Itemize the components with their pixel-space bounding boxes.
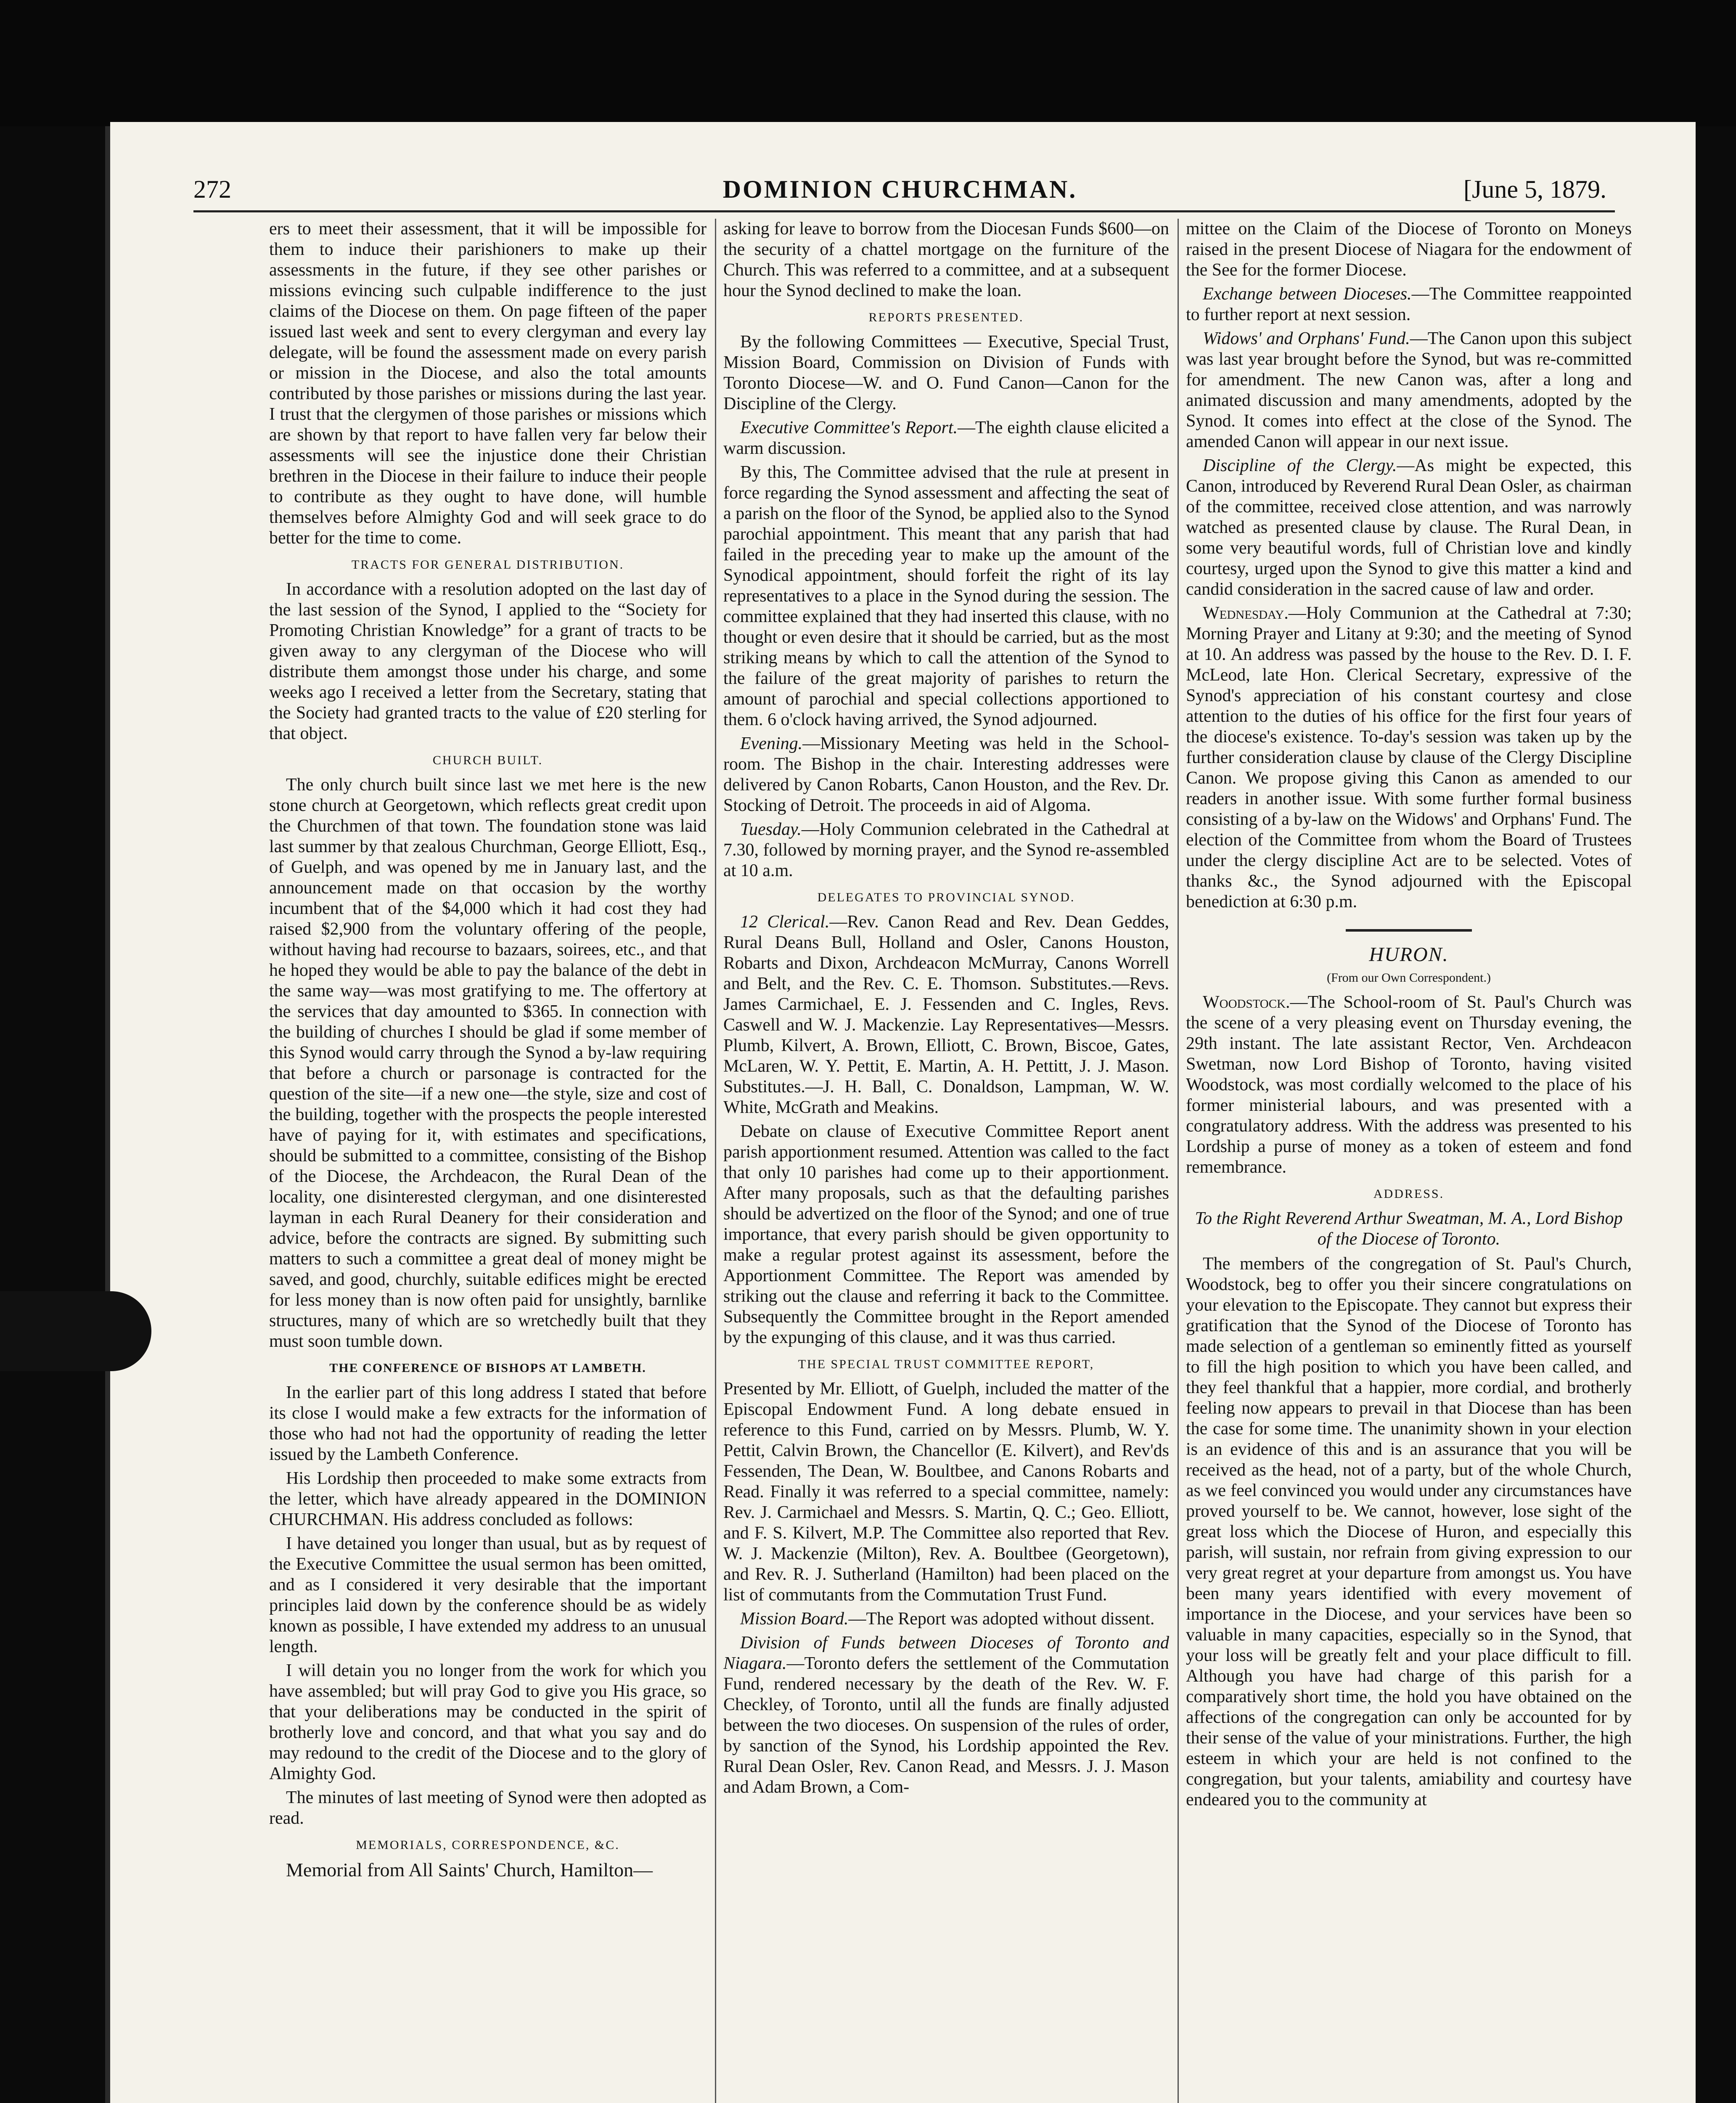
paragraph	[1186, 328, 1632, 452]
section-heading: THE CONFERENCE OF BISHOPS AT LAMBETH.	[329, 1361, 646, 1375]
paragraph	[723, 734, 1169, 816]
section-heading: THE SPECIAL TRUST COMMITTEE REPORT,	[798, 1357, 1095, 1371]
paragraph-text: —Holy Communion at the Cathedral at 7:30; Morning Prayer and Litany at 9:30; and the meeting of Synod at 10. An address was passed by the house to the Rev. D. I. F. McLeod, late Hon. Clerical Secretary, expressive of the Synod's appreciation of his constant courtesy and close attention to the duties of his office for the first four years of the diocese's existence. To-day's session was taken up by the further consideration clause by clause of the Clergy Discipline Canon. We propose giving this Canon as amended to our readers in another issue. With some further formal business consisting of a by-law on the Widows' and Orphans' Fund. The election of the Committee from whom the Board of Trustees under the clergy discipline Act are to be selected. Votes of thanks &c., the Synod adjourned with the Episcopal benediction at 6:30 p.m.	[1186, 604, 1632, 911]
paragraph-text: —The School-room of St. Paul's Church was the scene of a very pleasing event on Thursday evening, the 29th instant. The late assistant Rector, Ven. Archdeacon Swetman, now Lord Bishop of Toronto, having visited Woodstock, was most cordially welcomed to the place of his former ministerial labours, and was presented with a congratulatory address. With the address was presented to his Lordship a purse of money as a token of esteem and fond remembrance.	[1186, 993, 1632, 1177]
paragraph-text: —Rev. Canon Read and Rev. Dean Geddes, Rural Deans Bull, Holland and Osler, Canons Houston, Robarts and Dixon, Archdeacon McMurray, Canons Worrell and Belt, and the Rev. C. E. Thomson. Substitutes.—Revs. James Carmichael, E. J. Fessenden and C. Ingles, Revs. Caswell and W. J. Mackenzie. Lay Representatives—Messrs. Plumb, Kilvert, A. Brown, Elliott, C. Brown, Biscoe, Gates, McLaren, W. Y. Pettit, E. Martin, A. H. Pettitt, J. J. Mason. Substitutes.—J. H. Ball, C. Donaldson, Lampman, W. W. White, McGrath and Meakins.	[723, 912, 1169, 1117]
run-in-heading: Mission Board.	[740, 1609, 849, 1629]
paragraph: The minutes of last meeting of Synod were then adopted as read.	[269, 1788, 707, 1828]
run-in-heading: 12 Clerical.	[740, 912, 830, 932]
scanner-thumb-shadow	[0, 1291, 151, 1371]
scan-background-top	[0, 0, 1736, 126]
section-heading: ADDRESS.	[1373, 1187, 1445, 1201]
section-divider	[1346, 929, 1472, 932]
paragraph: I have detained you longer than usual, but as by request of the Executive Committee the usual sermon has been omitted, and as I considered it very desirable that the important principles laid down by the conference should be as widely known as possible, I have extended my address to an unusual length.	[269, 1534, 707, 1656]
page-header	[193, 168, 1606, 210]
section-title: HURON.	[1369, 943, 1449, 966]
section-heading: MEMORIALS, CORRESPONDENCE, &C.	[356, 1838, 620, 1852]
run-in-heading: Woodstock.	[1203, 993, 1290, 1012]
run-in-heading: Executive Committee's Report.	[740, 418, 958, 437]
column-divider-1	[715, 219, 716, 2103]
paragraph	[1186, 456, 1632, 600]
paragraph-text: —The Report was adopted without dissent.	[848, 1609, 1155, 1629]
column-3	[1186, 219, 1632, 2103]
paragraph	[723, 912, 1169, 1118]
paragraph	[723, 1633, 1169, 1798]
paragraph: Memorial from All Saints' Church, Hamilton—	[286, 1859, 653, 1881]
run-in-heading: Tuesday.	[740, 820, 802, 839]
page-number: 272	[193, 175, 231, 203]
paragraph-text: —As might be expected, this Canon, introduced by Reverend Rural Dean Osler, as chairman of the committee, received close attention, and was narrowly watched as presented clause by clause. The Rural Dean, in some very beautiful words, full of Christian love and kindly courtesy, urged upon the Synod to give this matter a kind and candid consideration in the sacred cause of law and order.	[1186, 456, 1632, 599]
column-2	[723, 219, 1169, 2103]
section-heading: DELEGATES TO PROVINCIAL SYNOD.	[817, 890, 1075, 904]
paragraph: In accordance with a resolution adopted on the last day of the last session of the Synod, I applied to the “Society for Promoting Christian Knowledge” for a grant of tracts to be given away to any clergyman of the Diocese who will distribute them amongst those under his charge, and some weeks ago I received a letter from the Secretary, stating that the Society had granted tracts to the value of £20 sterling for that object.	[269, 580, 707, 743]
paragraph-text: —The eighth clause elicited a warm discussion.	[723, 418, 1169, 458]
correspondent-note: (From our Own Correspondent.)	[1327, 971, 1491, 985]
run-in-heading: Evening.	[740, 734, 803, 753]
paragraph: By this, The Committee advised that the rule at present in force regarding the Synod assessment and affecting the seat of a parish on the floor of the Synod, be applied also to the Synod parochial appointment. This meant that any parish that had failed in the preceding year to make up the amount of the Synodical appointment, should forfeit the right of its lay representatives to a place in the Synod during the session. The committee explained that they had inserted this clause, with no thought or even desire that it should be carried, but as the most striking means by which to call the attention of the Synod to the failure of the great majority of parishes to return the amount of parochial and special collections apportioned to them. 6 o'clock having arrived, the Synod adjourned.	[723, 463, 1169, 729]
paragraph	[1186, 992, 1632, 1178]
paragraph	[1186, 284, 1632, 325]
run-in-heading: Discipline of the Clergy.	[1203, 456, 1397, 475]
paragraph-text: —Holy Communion celebrated in the Cathedral at 7.30, followed by morning prayer, and the Synod re-assembled at 10 a.m.	[723, 820, 1169, 880]
section-heading: CHURCH BUILT.	[432, 753, 543, 767]
paragraph-text: —Missionary Meeting was held in the School-room. The Bishop in the chair. Interesting addresses were delivered by Canon Robarts, Canon Houston, and the Rev. Dr. Stocking of Detroit. The proceeds in aid of Algoma.	[723, 734, 1169, 815]
paragraph: The only church built since last we met here is the new stone church at Georgetown, which reflects great credit upon the Churchmen of that town. The foundation stone was laid last summer by that zealous Churchman, George Elliott, Esq., of Guelph, and was opened by me in January last, and the announcement made on that occasion by the worthy incumbent that of the $4,000 which it had cost they had raised $2,900 from the voluntary offering of the people, without having had recourse to bazaars, soirees, etc., and that he hoped they would be able to pay the balance of the debt in the same way—was most gratifying to me. The offertory at the services that day amounted to $365. In connection with the building of churches I should be glad if some member of this Synod would carry through the Synod a by-law requiring that before a church or parsonage is contracted for the question of the site—if a new one—the style, size and cost of the building, together with the prospects the people interested have of paying for it, with estimates and specifications, should be submitted to a committee, consisting of the Bishop of the Diocese, the Archdeacon, the Rural Dean of the locality, one disinterested clergyman, and one disinterested layman in each Rural Deanery for their consideration and advice, before the contracts are signed. By submitting such matters to such a committee a great deal of money might be saved, and good, churchly, suitable edifices might be erected for less money than is now often paid for unsightly, barnlike structures, many of which are so wretchedly built that they must soon tumble down.	[269, 775, 707, 1351]
paragraph: His Lordship then proceeded to make some extracts from the letter, which have already appeared in the DOMINION CHURCHMAN. His address concluded as follows:	[269, 1469, 707, 1529]
paragraph	[1186, 603, 1632, 912]
paragraph-text: —The Committee reappointed to further report at next session.	[1186, 284, 1632, 324]
paragraph	[723, 418, 1169, 459]
masthead-title: DOMINION CHURCHMAN.	[722, 175, 1077, 203]
paragraph: mittee on the Claim of the Diocese of Toronto on Moneys raised in the present Diocese of Niagara for the endowment of the See for the former Diocese.	[1186, 219, 1632, 280]
column-1	[269, 219, 707, 2103]
paragraph: The members of the congregation of St. Paul's Church, Woodstock, beg to offer you their sincere congratulations on your elevation to the Episcopate. They cannot but express their gratification that the Synod of the Diocese of Toronto has made selection of a gentleman so eminently fitted as yourself to fill the high position to which you have been called, and they feel thankful that a happier, more cordial, and brotherly feeling now appears to prevail in that Diocese than has been the case for some time. The unanimity shown in your election is an evidence of this and is an assurance that you will be received as the head, not of a party, but of the whole Church, as we feel convinced you would under any circumstances have proved yourself to be. We cannot, however, lose sight of the great loss which the Diocese of Huron, and especially this parish, will sustain, nor refrain from giving expression to our very great regret at your departure from amongst us. You have been many years identified with every movement of importance in the Diocese, and your services have been so valuable in many capacities, especially so in the Synod, that your loss will be greatly felt and your place difficult to fill. Although you have had charge of this parish for a comparatively short time, the hold you have obtained on the affections of the congregation can only be accounted for by their sense of the value of your ministrations. Further, the high esteem in which your are held is not confined to the congregation, but your talents, amiability and courtesy have endeared you to the community at	[1186, 1254, 1632, 1809]
paragraph: By the following Committees — Executive, Special Trust, Mission Board, Commission on Division of Funds with Toronto Diocese—W. and O. Fund Canon—Canon for the Discipline of the Clergy.	[723, 332, 1169, 413]
paragraph	[723, 819, 1169, 881]
section-heading: TRACTS FOR GENERAL DISTRIBUTION.	[351, 558, 625, 572]
paragraph: In the earlier part of this long address I stated that before its close I would make a few extracts for the information of those who had not had the opportunity of reading the letter issued by the Lambeth Conference.	[269, 1383, 707, 1464]
paragraph: asking for leave to borrow from the Diocesan Funds $600—on the security of a chattel mortgage on the furniture of the Church. This was referred to a committee, and at a subsequent hour the Synod declined to make the loan.	[723, 219, 1169, 300]
header-rule	[193, 210, 1615, 212]
paragraph: Presented by Mr. Elliott, of Guelph, included the matter of the Episcopal Endowment Fund. A long debate ensued in reference to this Fund, carried on by Messrs. Plumb, W. Y. Pettit, Calvin Brown, the Chancellor (E. Kilvert), and Rev'ds Fessenden, The Dean, W. Boultbee, and Canons Robarts and Read. Finally it was referred to a special committee, namely: Rev. J. Carmichael and Messrs. S. Martin, Q. C.; Geo. Elliott, and F. S. Kilvert, M.P. The Committee also reported that Rev. W. J. Mackenzie (Milton), Rev. A. Boultbee (Georgetown), and Rev. R. J. Sutherland (Hamilton) had been placed on the list of commutants from the Commutation Trust Fund.	[723, 1379, 1169, 1605]
issue-date: [June 5, 1879.	[1463, 175, 1606, 203]
run-in-heading: Division of Funds between Dioceses of Toronto and Niagara.	[723, 1633, 1169, 1673]
paragraph: I will detain you no longer from the work for which you have assembled; but will pray God to give you His grace, so that your deliberations may be conducted in the spirit of brotherly love and concord, and that what you say and do may redound to the credit of the Diocese and to the glory of Almighty God.	[269, 1661, 707, 1783]
run-in-heading: Exchange between Dioceses.	[1203, 284, 1412, 304]
column-divider-2	[1178, 219, 1179, 2103]
address-recipient: To the Right Reverend Arthur Sweatman, M. A., Lord Bishop of the Diocese of Toronto.	[1195, 1209, 1623, 1249]
section-heading: REPORTS PRESENTED.	[868, 310, 1024, 324]
paragraph-text: —The Canon upon this subject was last year brought before the Synod, but was re-committed for amendment. The new Canon was, after a long and animated discussion and many amendments, adopted by the Synod. It comes into effect at the close of the Synod. The amended Canon will appear in our next issue.	[1186, 329, 1632, 451]
paragraph: Debate on clause of Executive Committee Report anent parish apportionment resumed. Attention was called to the fact that only 10 parishes had come up to their apportionment. After many proposals, such as that the defaulting parishes should be advertized on the floor of the Synod; and one of true importance, that every parish should be given opportunity to make a regular protest against its assessment, before the Apportionment Committee. The Report was amended by striking out the clause and referring it back to the Committee. Subsequently the Committee brought in the Report amended by the expunging of this clause, and it was thus carried.	[723, 1122, 1169, 1347]
paragraph	[723, 1609, 1169, 1629]
paragraph-text: —Toronto defers the settlement of the Commutation Fund, rendered necessary by the death of the Rev. W. F. Checkley, of Toronto, until all the funds are finally adjusted between the two dioceses. On suspension of the rules of order, by sanction of the Synod, his Lordship appointed the Rev. Rural Dean Osler, Rev. Canon Read, and Messrs. J. J. Mason and Adam Brown, a Com-	[723, 1654, 1169, 1797]
run-in-heading: Widows' and Orphans' Fund.	[1203, 329, 1410, 348]
paragraph: ers to meet their assessment, that it will be impossible for them to induce their parishioners to make up their assessments in the future, if they see other parishes or missions evincing such culpable indifference to the just claims of the Diocese on them. On page fifteen of the paper issued last week and sent to every clergyman and every lay delegate, will be found the assessment made on every parish or mission in the Diocese, and also the total amounts contributed by those parishes or missions during the last year. I trust that the clergymen of those parishes or missions which are shown by that report to have fallen very far below their assessments will see the injustice done their Christian brethren in the Diocese in their failure to induce their people to contribute as they ought to have done, will humble themselves before Almighty God and will seek grace to do better for the time to come.	[269, 219, 707, 548]
run-in-heading: Wednesday.	[1203, 604, 1289, 623]
